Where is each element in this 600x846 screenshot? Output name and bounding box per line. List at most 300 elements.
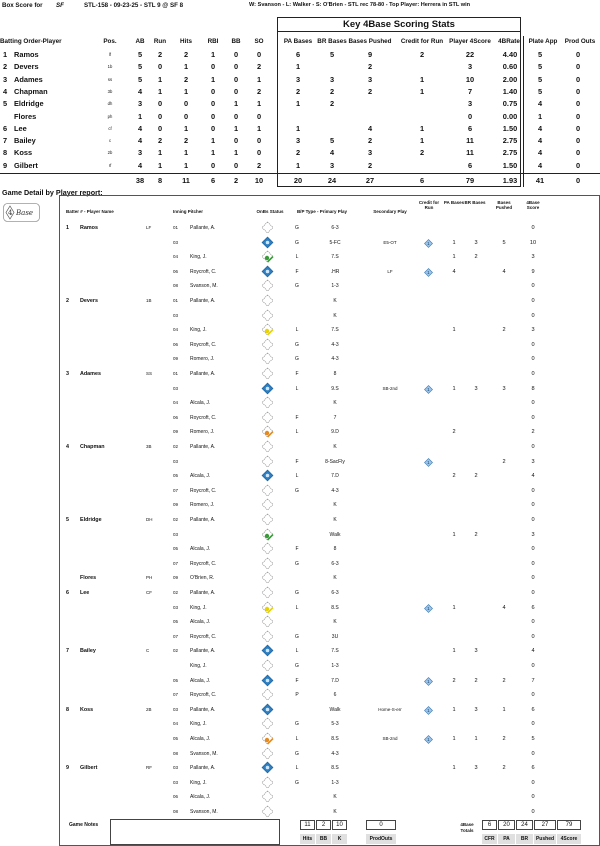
rate-value: 2.75	[502, 136, 518, 146]
cfr-value: 2	[419, 50, 425, 59]
inning: 06	[173, 414, 179, 420]
credit-for-run-icon	[424, 706, 433, 715]
play-row	[60, 512, 600, 527]
player-name: Eldridge	[14, 99, 44, 109]
batter-order: 4	[66, 444, 69, 450]
batter-name: Flores	[80, 575, 97, 582]
col-bb: BB	[231, 38, 241, 45]
bip-type: L	[295, 473, 299, 480]
hits-value: 1	[183, 148, 189, 158]
label-prod-outs: ProdOuts	[366, 834, 396, 844]
box-score-row	[0, 136, 600, 146]
4base-score: 5	[531, 736, 535, 742]
box-score-totals	[0, 176, 600, 186]
player-name: Gilbert	[14, 160, 38, 170]
play-row	[60, 541, 600, 556]
onbase-diamond-icon	[261, 557, 274, 570]
pitcher-name: Alcala, J.	[190, 473, 211, 480]
prod-outs-value: 0	[575, 99, 581, 109]
plate-app-value: 4	[537, 148, 543, 158]
pitcher-name: Alcala, J.	[190, 400, 211, 407]
total-4score: 79	[557, 820, 581, 830]
4base-score: 0	[531, 794, 535, 801]
pa-bases-value: 2	[295, 148, 301, 158]
onbase-diamond-icon	[261, 790, 274, 803]
detail-footer	[60, 818, 600, 846]
batter-pos: CF	[146, 590, 152, 595]
inning: 03	[173, 706, 179, 712]
primary-play: 6-3	[331, 560, 339, 567]
totals-label-text: 4Base Totals	[460, 822, 474, 833]
total-rbi-value: 6	[210, 176, 216, 185]
inning: 06	[173, 341, 179, 347]
play-row	[60, 746, 600, 761]
bip-type: F	[295, 677, 299, 684]
plate-app-value: 5	[537, 50, 543, 59]
bb-value: 1	[233, 123, 239, 133]
cfr-value: 1	[419, 74, 425, 84]
4base-score: 3	[531, 531, 535, 538]
onbase-diamond-icon	[261, 484, 274, 497]
game-label: STL-158 - 09-23-25 - STL 9 @ SF 8	[84, 2, 184, 9]
bip-type: P	[295, 692, 299, 699]
onbase-diamond-icon	[261, 469, 274, 482]
player-pos: 3b	[107, 88, 113, 94]
play-row	[60, 235, 600, 250]
primary-play: K	[333, 619, 337, 626]
4base-score: 10	[529, 239, 537, 246]
inning: 04	[173, 721, 179, 727]
primary-play: 7.S	[331, 648, 339, 655]
label-4score: 4Score	[557, 834, 581, 844]
primary-play: Walk	[329, 531, 341, 538]
rate-value: 1.40	[502, 86, 518, 96]
game-notes-label: Game Notes	[69, 822, 99, 828]
rbi-value: 1	[210, 74, 216, 84]
batting-order: 3	[3, 74, 8, 84]
onbase-diamond-icon	[261, 586, 274, 599]
rbi-value: 0	[210, 123, 216, 133]
play-row	[60, 687, 600, 702]
box-score-row	[0, 161, 600, 171]
primary-play: 8.S	[331, 765, 339, 772]
pitcher-name: Alcala, J.	[190, 677, 211, 684]
onbase-diamond-icon	[261, 732, 274, 745]
4base-score: 6	[531, 604, 535, 611]
ab-value: 4	[137, 136, 143, 146]
col-player-4score: Player 4Score	[449, 38, 491, 45]
onbase-diamond-icon	[261, 279, 274, 292]
label-br: BR	[516, 834, 533, 844]
pitcher-name: Pallante, A.	[190, 590, 216, 596]
4base-totals-label	[454, 822, 480, 834]
inning: 06	[173, 794, 179, 800]
4base-score: 0	[531, 283, 535, 290]
bip-type: G	[295, 590, 299, 596]
batter-pos: 2B	[146, 706, 152, 712]
secondary-play: SB-2nd	[382, 736, 398, 741]
key-stats-title: Key 4Base Scoring Stats	[277, 17, 521, 32]
primary-play: 9.S	[331, 385, 339, 392]
primary-play: 5-FC	[329, 239, 341, 246]
pa-bases: 4	[452, 268, 456, 275]
batter-pos: PH	[146, 575, 153, 581]
batter-order: 7	[66, 648, 69, 655]
batter-pos: 3B	[146, 444, 152, 449]
hits-value: 2	[183, 74, 189, 84]
play-row	[60, 789, 600, 804]
total-cfr: 6	[482, 820, 497, 830]
box-score-row	[0, 62, 600, 72]
primary-play: K	[333, 312, 337, 319]
label-pa: PA	[498, 834, 515, 844]
bip-type: L	[295, 604, 299, 611]
batter-order: 2	[66, 298, 69, 304]
player-name: Adames	[14, 74, 43, 84]
onbase-diamond-icon	[261, 440, 274, 453]
bases-pushed-value: 3	[367, 148, 373, 158]
inning: 09	[173, 356, 179, 362]
bip-type: G	[295, 487, 299, 494]
player-pos: lf	[108, 52, 112, 57]
bip-type: F	[295, 371, 299, 377]
onbase-diamond-icon	[261, 776, 274, 789]
primary-play: 4-3	[331, 341, 339, 348]
batting-order: 5	[3, 99, 8, 109]
bip-type: L	[295, 736, 299, 742]
run-value: 1	[157, 74, 163, 84]
rbi-value: 1	[210, 148, 216, 158]
col-inning-pitcher: Inning Pitcher	[173, 209, 204, 214]
onbase-diamond-icon	[261, 674, 274, 687]
4base-score: 0	[531, 298, 535, 304]
box-score-row	[0, 112, 600, 122]
ab-value: 3	[137, 99, 143, 109]
play-row	[60, 527, 600, 542]
play-row	[60, 702, 600, 717]
4base-score: 0	[531, 633, 535, 640]
primary-play: 7	[333, 414, 337, 421]
primary-play: K	[333, 809, 337, 815]
primary-play: 6-3	[331, 590, 339, 596]
bip-type: L	[295, 765, 299, 772]
4base-score: 0	[531, 371, 535, 377]
pitcher-name: Pallante, A.	[190, 706, 216, 713]
br-bases-value: 4	[329, 148, 335, 158]
primary-play: 1-3	[331, 663, 339, 669]
onbase-diamond-icon	[261, 309, 274, 322]
so-value: 0	[256, 136, 262, 146]
game-detail-panel	[2, 195, 600, 846]
play-row	[60, 775, 600, 790]
br-bases: 3	[474, 385, 478, 392]
ab-value: 3	[137, 148, 143, 158]
prod-outs-value: 0	[575, 160, 581, 170]
cfr-value: 1	[419, 86, 425, 96]
detail-table	[59, 195, 600, 846]
bases-pushed: 2	[502, 765, 506, 772]
credit-for-run-icon	[424, 458, 433, 467]
pa-bases: 1	[452, 604, 456, 611]
prod-outs-value: 0	[575, 148, 581, 158]
col-credit-for-run: Credit for Run	[400, 38, 444, 45]
total-prod-outs: 0	[366, 820, 396, 830]
player-name: Koss	[14, 148, 33, 158]
inning: 04	[173, 327, 179, 333]
inning: 02	[173, 444, 179, 449]
cfr-value: 1	[419, 123, 425, 133]
batter-order: 1	[66, 225, 69, 231]
bases-pushed: 2	[502, 327, 506, 334]
box-score-row	[0, 50, 600, 60]
col-br-bases: BR Bases	[464, 200, 486, 205]
total-plate-app-value: 41	[535, 176, 545, 185]
4base-score: 6	[531, 765, 535, 772]
4base-score: 0	[531, 692, 535, 699]
pitcher-name: King, J.	[190, 604, 207, 611]
onbase-diamond-icon	[261, 338, 274, 351]
pitcher-name: King, J.	[190, 721, 207, 728]
col-pa-bases: PA Bases	[283, 38, 313, 45]
pa-bases: 2	[452, 473, 456, 480]
pa-bases-value: 1	[295, 62, 301, 72]
inning: 03	[173, 779, 179, 785]
onbase-diamond-icon	[261, 659, 274, 672]
4base-score: 0	[531, 546, 535, 553]
inning: 09	[173, 502, 179, 508]
rate-value: 0.00	[502, 111, 518, 121]
col-bip-type: B/P Type - Primary Play	[296, 209, 348, 214]
inning: 07	[173, 633, 179, 639]
4base-score: 0	[531, 575, 535, 582]
primary-play: 1-3	[331, 283, 339, 290]
pitcher-name: Alcala, J.	[190, 546, 211, 553]
bip-type: L	[295, 254, 299, 261]
col-pa-bases: PA Bases	[443, 200, 465, 205]
bip-type: G	[295, 239, 299, 246]
play-row	[60, 308, 600, 323]
onbase-diamond-icon	[261, 236, 274, 249]
bases-pushed-value: 4	[367, 123, 373, 133]
play-row	[60, 249, 600, 264]
rbi-value: 0	[210, 86, 216, 96]
4base-logo	[3, 203, 40, 222]
onbase-diamond-icon	[261, 615, 274, 628]
prod-outs-value: 0	[575, 62, 581, 72]
team-label: SF	[56, 2, 64, 9]
player-4score-value: 7	[467, 86, 473, 96]
play-row	[60, 278, 600, 293]
bb-value: 1	[233, 99, 239, 109]
label-cfr: CFR	[482, 834, 497, 844]
bases-pushed-value: 3	[367, 74, 373, 84]
inning: 05	[173, 736, 179, 741]
player-pos: 2b	[107, 150, 113, 156]
pitcher-name: Svanson, M.	[190, 283, 218, 290]
br-bases: 2	[474, 677, 478, 684]
total-rate-value: 1.93	[502, 176, 518, 185]
player-4score-value: 10	[465, 74, 475, 84]
onbase-diamond-icon	[261, 761, 274, 774]
totals-separator	[0, 173, 600, 174]
batting-order: 8	[3, 148, 8, 158]
pitcher-name: Roycroft, C.	[190, 414, 217, 421]
prod-outs-value: 0	[575, 111, 581, 121]
pitcher-name: Roycroft, C.	[190, 692, 217, 699]
onbase-diamond-icon	[261, 805, 274, 818]
inning: 08	[173, 809, 179, 814]
bip-type: F	[295, 414, 299, 421]
rbi-value: 0	[210, 99, 216, 109]
player-pos: c	[108, 138, 112, 144]
total-player-4score-value: 79	[465, 176, 475, 185]
batter-order: 8	[66, 706, 69, 713]
bip-type: L	[295, 327, 299, 334]
pitcher-name: King, J.	[190, 327, 207, 334]
4base-score: 0	[531, 750, 535, 757]
total-run-value: 8	[157, 176, 163, 185]
total-so-value: 10	[254, 176, 264, 185]
total-bb-value: 2	[233, 176, 239, 185]
primary-play: K	[333, 400, 337, 407]
primary-play: 8.S	[331, 604, 339, 611]
br-bases: 2	[474, 254, 478, 261]
secondary-play: Home-S-err	[378, 706, 402, 712]
col-hits: Hits	[180, 38, 192, 45]
pa-bases: 2	[452, 429, 456, 436]
inning: 09	[173, 429, 179, 435]
batting-order: 9	[3, 160, 8, 170]
onbase-diamond-icon	[261, 703, 274, 716]
inning: 03	[173, 239, 179, 245]
pitcher-name: O'Brien, R.	[190, 575, 215, 582]
prod-outs-value: 0	[575, 123, 581, 133]
bases-pushed-value: 2	[367, 136, 373, 146]
player-name: Bailey	[14, 136, 36, 146]
br-bases: 2	[474, 531, 478, 538]
so-value: 1	[256, 74, 262, 84]
bases-pushed: 1	[502, 706, 506, 713]
bip-type: G	[295, 225, 299, 231]
rbi-value: 0	[210, 160, 216, 170]
batting-order: 4	[3, 86, 8, 96]
player-pos: dh	[107, 101, 113, 107]
play-row	[60, 556, 600, 571]
inning: 05	[173, 473, 179, 479]
secondary-play: LF	[387, 268, 393, 274]
onbase-diamond-icon	[261, 644, 274, 657]
4base-score: 0	[531, 590, 535, 596]
inning: 04	[173, 400, 179, 406]
primary-play: K	[333, 794, 337, 801]
col-4brate: 4BRate	[498, 38, 520, 45]
rbi-value: 1	[210, 50, 216, 59]
label-bb: BB	[316, 834, 331, 844]
play-row	[60, 614, 600, 629]
onbase-diamond-icon	[261, 688, 274, 701]
rbi-value: 0	[210, 111, 216, 121]
ab-value: 4	[137, 160, 143, 170]
box-score-row	[0, 124, 600, 134]
primary-play: 8	[333, 371, 337, 377]
inning: 02	[173, 517, 179, 522]
batter-name: Ramos	[80, 225, 98, 231]
col-br-bases: BR Bases	[317, 38, 347, 45]
col-4base-score: 4Base Score	[526, 200, 540, 210]
primary-play: 6-3	[331, 225, 339, 231]
ab-value: 5	[137, 62, 143, 72]
br-bases: 3	[474, 706, 478, 713]
pa-bases: 2	[452, 677, 456, 684]
pitcher-name: Svanson, M.	[190, 750, 218, 757]
so-value: 2	[256, 160, 262, 170]
credit-for-run-icon	[424, 239, 433, 248]
bb-value: 0	[233, 160, 239, 170]
br-bases: 2	[474, 473, 478, 480]
onbase-diamond-icon	[261, 352, 274, 365]
player-name: Lee	[14, 123, 27, 133]
rate-value: 1.50	[502, 123, 518, 133]
play-row	[60, 439, 600, 454]
4base-score: 0	[531, 312, 535, 319]
primary-play: .HR	[330, 268, 340, 275]
bb-value: 0	[233, 74, 239, 84]
run-value: 2	[157, 136, 163, 146]
rate-value: 0.60	[502, 62, 518, 72]
bb-value: 1	[233, 148, 239, 158]
pa-bases: 1	[452, 765, 456, 772]
bip-type: F	[295, 268, 299, 275]
inning: 07	[173, 560, 179, 566]
bip-type: G	[295, 341, 299, 348]
plate-app-value: 5	[537, 86, 543, 96]
onbase-diamond-icon	[261, 323, 274, 336]
4base-score: 0	[531, 225, 535, 231]
total-cfr-value: 6	[419, 176, 425, 185]
total-ab-value: 38	[135, 176, 145, 185]
player-pos: 1b	[107, 64, 113, 70]
batter-name: Adames	[80, 371, 101, 377]
so-value: 0	[256, 111, 262, 121]
inning: 08	[173, 750, 179, 756]
cfr-value: 1	[419, 136, 425, 146]
inning: 01	[173, 225, 179, 230]
play-row	[60, 760, 600, 775]
4base-score: 0	[531, 809, 535, 815]
pitcher-name: Pallante, A.	[190, 371, 216, 377]
bip-type: L	[295, 385, 299, 392]
pitcher-name: Pallante, A.	[190, 517, 216, 523]
pa-bases-value: 2	[295, 86, 301, 96]
play-row	[60, 381, 600, 396]
hits-value: 0	[183, 111, 189, 121]
primary-play: K	[333, 517, 337, 523]
inning: 03	[173, 531, 179, 537]
pitcher-name: King, J.	[190, 779, 207, 786]
pitcher-name: Romero, J.	[190, 429, 215, 436]
batter-order: 5	[66, 517, 69, 523]
4base-score: 0	[531, 721, 535, 728]
ab-value: 5	[137, 74, 143, 84]
pa-bases: 1	[452, 239, 456, 246]
ab-value: 5	[137, 50, 143, 59]
player-4score-value: 11	[466, 136, 474, 146]
box-score-row	[0, 148, 600, 158]
primary-play: 7.D	[331, 677, 339, 684]
ab-value: 4	[137, 86, 143, 96]
4base-score: 0	[531, 663, 535, 669]
play-row	[60, 468, 600, 483]
